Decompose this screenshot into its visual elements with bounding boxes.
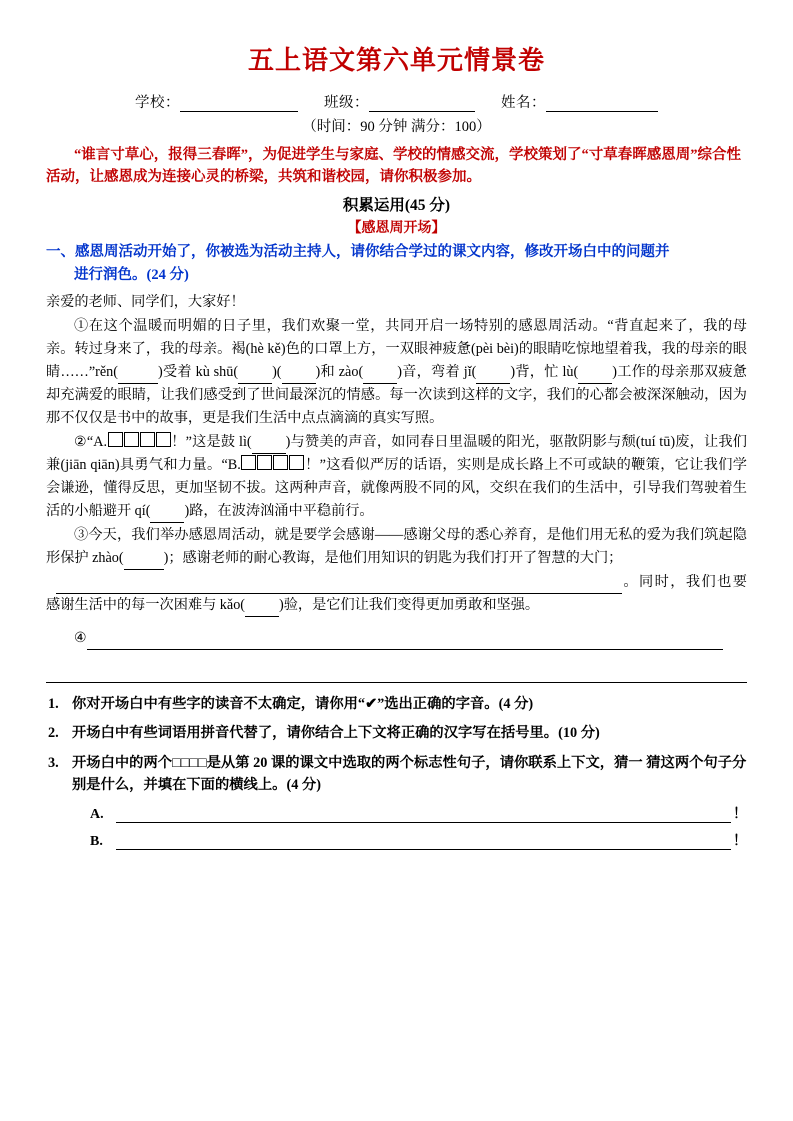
answer-blank[interactable] [118,383,158,384]
answer-blank-long[interactable] [56,593,622,594]
p2-open: ②“A. [74,434,108,451]
answer-tail-b: ！ [733,833,747,849]
sentence-box[interactable] [108,432,123,447]
p2-mid2: )与赞美的声音，如同春日里温暖的阳光，驱散阴影与颓(tuí tū)废，让我们兼(jiān qiān)具勇气和力量。“B. [46,434,747,474]
name-input-blank[interactable] [546,111,658,112]
p1-pinyin-ren: rěn( [95,364,118,381]
student-identity-line [46,91,747,112]
p3-mid: )；感谢老师的耐心教诲，是他们用知识的钥匙为我们打开了智慧的大门； [163,550,623,567]
question-text-line1: 开场白中的两个□□□□是从第 20 课的课文中选取的两个标志性句子，请你联系上下文，猜一 [72,754,643,771]
question-number: 3. [48,754,59,771]
name-label: 姓名： [501,95,546,111]
answer-blank-long[interactable] [46,662,747,683]
class-input-blank[interactable] [369,111,475,112]
sentence-box[interactable] [124,432,139,447]
sentence-box[interactable] [289,455,304,470]
sentence-box[interactable] [140,432,155,447]
p2-end: )路，在波涛汹涌中平稳前行。 [184,503,374,520]
p2-mid3: ！”这看似严厉的话语，实则是成长路上不可或缺的鞭策，它让我们学会谦逊，懂得反思，更加坚韧不拔。这两种声音，就像两股不同的风，交织在我们的生活中，引导我们驾驶着生活的小船避开 qí( [46,457,747,520]
answer-blank[interactable] [124,569,164,570]
passage-paragraph-2 [46,431,747,523]
answer-blank-b[interactable] [116,834,731,850]
question-item-2 [46,722,747,744]
question-one-prompt [46,241,747,287]
answer-blank[interactable] [150,522,184,523]
passage-paragraph-1 [46,315,747,430]
answer-blank[interactable] [363,383,397,384]
answer-blank[interactable] [245,616,279,617]
class-label: 班级： [324,95,369,111]
p2-mid1: ！”这是鼓 lì( [171,434,252,451]
p1-sep: )( [272,364,282,381]
answer-blank[interactable] [238,383,272,384]
p1-pinyin-kushu: )受着 kù shū( [157,364,239,381]
answer-line-b [90,830,747,850]
answer-blank-a[interactable] [116,807,731,823]
question-number: 1. [48,696,59,713]
p1-pinyin-zao: )和 zào( [315,364,364,381]
answer-label-b: B. [90,833,103,849]
answer-blank[interactable] [282,383,316,384]
passage-paragraph-4 [46,627,747,650]
answer-label-a: A. [90,806,104,822]
question-text: 开场白中有些词语用拼音代替了，请你结合上下文将正确的汉字写在括号里。(10 分) [72,725,600,742]
answer-blank-long[interactable] [87,649,723,650]
school-input-blank[interactable] [180,111,298,112]
question-text: 你对开场白中有些字的读音不太确定，请你用“✔”选出正确的字音。(4 分) [72,696,534,713]
passage-paragraph-3 [46,524,747,570]
answer-line-a [90,803,747,823]
p1-pinyin-lu: )背，忙 lù( [510,364,579,381]
answer-blank[interactable] [252,453,286,454]
answer-blank[interactable] [578,383,612,384]
question-text-line2: 猜这两个句子分别是什么，并填在下面的横线上。(4 分) [72,754,747,793]
question-one-line1: 一、感恩周活动开始了，你被选为活动主持人，请你结合学过的课文内容，修改开场白中的问题并 [46,243,670,260]
p3-end: )验，是它们让我们变得更加勇敢和坚强。 [279,597,540,614]
subsection-heading: 【感恩周开场】 [347,220,446,236]
p3-mid2: 。同时，我们也要感谢生活中的每一次困难与 kǎo( [46,574,747,614]
answer-blank[interactable] [476,383,510,384]
sentence-box[interactable] [156,432,171,447]
passage-paragraph-3-fill [46,571,747,617]
page-title: 五上语文第六单元情景卷 [247,46,545,75]
school-label: 学校： [135,95,180,111]
question-item-1 [46,693,747,715]
p1-rest: )工作的母亲那双疲惫却充满爱的眼睛，让我们感受到了世间最深沉的情感。每一次读到这样的文字，我们的心都会被深深触动，因为那不仅仅是书中的故事，更是我们生活中点点滴滴的真实写照。 [46,364,747,427]
section-heading: 积累运用(45 分) [342,196,451,214]
question-list [46,693,747,796]
time-score-line: （时间：90 分钟 满分：100） [302,119,491,135]
question-one-line2: 进行润色。(24 分) [74,267,189,284]
p3-open: ③今天，我们举办感恩周活动，就是要学会感谢——感谢父母的悉心养育，是他们用无私的爱为我们筑起隐形保护 zhào( [46,527,747,567]
question-item-3 [46,752,747,796]
intro-paragraph: “谁言寸草心，报得三春晖”，为促进学生与家庭、学校的情感交流，学校策划了“寸草春晖感恩周”综合性活动，让感恩成为连接心灵的桥梁，共筑和谐校园，请你积极参加。 [46,147,741,186]
passage-p1-main: ①在这个温暖而明媚的日子里，我们欢聚一堂，共同开启一场特别的感恩周活动。“背直起来了，我的母亲。转过身来了，我的母亲。褐(hè kě)色的口罩上方，一双眼神疲惫(pèi bèi)的眼睛吃惊地望着我，我的母亲的眼睛……” [46,318,747,381]
sentence-box[interactable] [257,455,272,470]
passage-greeting: 亲爱的老师、同学们，大家好！ [46,294,245,311]
p1-pinyin-ji: )音，弯着 jǐ( [397,364,477,381]
p4-number: ④ [74,630,87,647]
sentence-box[interactable] [273,455,288,470]
answer-tail-a: ！ [733,806,747,822]
question-number: 2. [48,725,59,742]
sentence-box[interactable] [241,455,256,470]
